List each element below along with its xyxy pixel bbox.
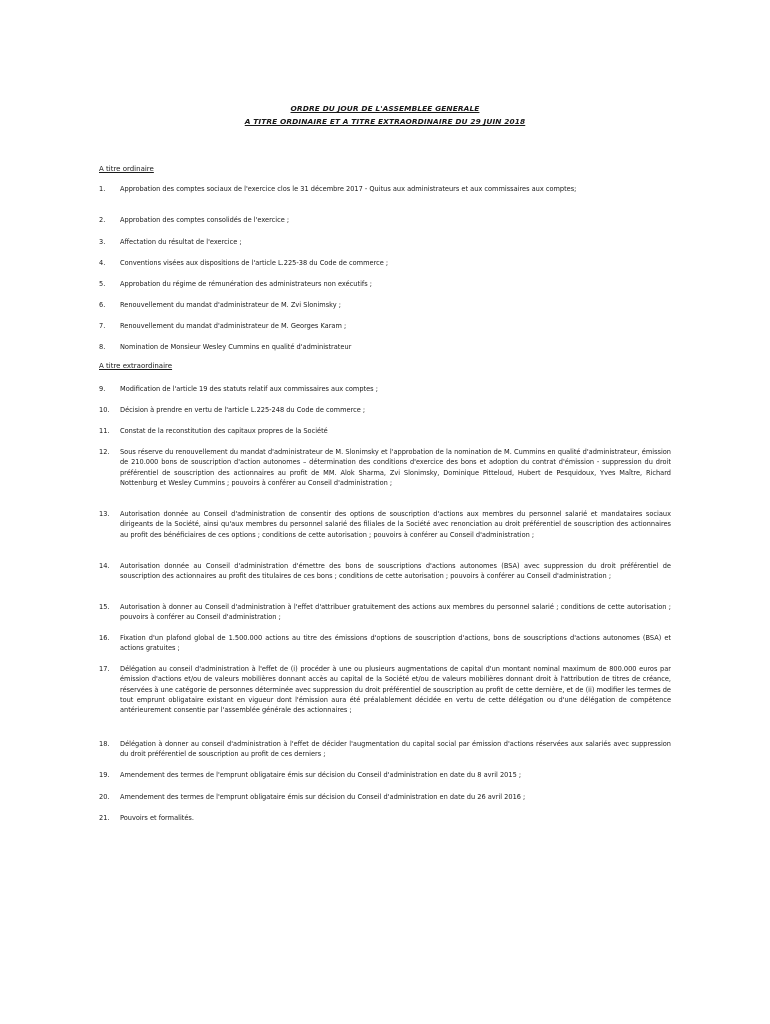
item-number: 3. (99, 238, 106, 246)
item-text: Approbation du régime de rémunération des administrateurs non exécutifs ; (120, 280, 372, 288)
item-text: Délégation au conseil d'administration à l'effet de (i) procéder à une ou plusieurs augmentations de capital d'un montant nominal maximum de 800.000 euros par émission d'actions et/ou de valeurs mobilières donnant accès au capital de la Société et/ou de valeurs mobilières donnant droit à l'attribution de titres de créance, réservées à une catégorie de personnes déterminée avec suppression du droit préférentiel de souscription au profit de cette dernière, et de (ii) modifier les termes de tout emprunt obligataire existant en vigueur dont l'émission aura été préalablement décidée en vertu de cette délégation ou d'une délégation de compétence antérieurement consentie par l'assemblée générale des actionnaires ; (120, 665, 671, 715)
item-text: Décision à prendre en vertu de l'article L.225-248 du Code de commerce ; (120, 406, 366, 414)
agenda-item-7 (99, 321, 671, 331)
item-number: 17. (99, 665, 110, 673)
item-text: Autorisation donnée au Conseil d'administration de consentir des options de souscription d'actions aux membres du personnel salarié et mandataires sociaux dirigeants de la Société, ainsi qu'aux membres du personnel salarié des filiales de la Société avec renonciation au droit préférentiel de souscription des actionnaires au profit des bénéficiaires de ces options ; conditions de cette autorisation ; pouvoirs à conférer au Conseil d'administration ; (120, 510, 671, 539)
item-number: 11. (99, 427, 110, 435)
item-number: 2. (99, 216, 106, 224)
section-heading-ordinary: A titre ordinaire (99, 165, 154, 173)
agenda-item-21 (99, 813, 671, 823)
item-number: 19. (99, 771, 110, 779)
item-number: 5. (99, 280, 106, 288)
section-heading-extraordinary: A titre extraordinaire (99, 362, 173, 370)
item-text: Constat de la reconstitution des capitaux propres de la Société (120, 427, 328, 435)
agenda-item-8 (99, 342, 671, 352)
agenda-item-18 (99, 739, 671, 760)
agenda-item-11 (99, 426, 671, 436)
item-text: Amendement des termes de l'emprunt obligataire émis sur décision du Conseil d'administration en date du 26 avril 2016 ; (120, 793, 526, 801)
item-text: Amendement des termes de l'emprunt obligataire émis sur décision du Conseil d'administration en date du 8 avril 2015 ; (120, 771, 522, 779)
item-text: Sous réserve du renouvellement du mandat d'administrateur de M. Slonimsky et l'approbation de la nomination de M. Cummins en qualité d'administrateur, émission de 210.000 bons de souscription d'action autonomes – détermination des conditions d'exercice des bons et adoption du contrat d'émission - suppression du droit préférentiel de souscription des actionnaires au profit de MM. Alok Sharma, Zvi Slonimsky, Dominique Pitteloud, Hubert de Pesquidoux, Yves Maître, Richard Nottenburg et Wesley Cummins ; pouvoirs à conférer au Conseil d'administration ; (120, 448, 671, 487)
agenda-item-6 (99, 300, 671, 310)
item-number: 9. (99, 385, 106, 393)
document-title-line-2: A TITRE ORDINAIRE ET A TITRE EXTRAORDINAIRE DU 29 JUIN 2018 (244, 117, 526, 126)
agenda-item-4 (99, 258, 671, 268)
item-number: 14. (99, 562, 110, 570)
item-text: Nomination de Monsieur Wesley Cummins en qualité d'administrateur (120, 343, 352, 351)
item-text: Renouvellement du mandat d'administrateur de M. Zvi Slonimsky ; (120, 301, 341, 309)
agenda-item-17 (99, 664, 671, 715)
agenda-item-12 (99, 447, 671, 488)
item-text: Modification de l'article 19 des statuts relatif aux commissaires aux comptes ; (120, 385, 378, 393)
item-number: 6. (99, 301, 106, 309)
item-text: Autorisation donnée au Conseil d'administration d'émettre des bons de souscriptions d'actions autonomes (BSA) avec suppression du droit préférentiel de souscription des actionnaires au profit des titulaires de ces bons ; conditions de cette autorisation ; pouvoirs à conférer au Conseil d'administration ; (120, 562, 671, 581)
agenda-item-13 (99, 509, 671, 540)
item-number: 10. (99, 406, 110, 414)
document-title-line-1: ORDRE DU JOUR DE L'ASSEMBLEE GENERALE (290, 104, 480, 113)
agenda-item-3 (99, 237, 671, 247)
item-number: 1. (99, 185, 106, 193)
item-number: 21. (99, 814, 110, 822)
agenda-item-9 (99, 384, 671, 394)
item-number: 13. (99, 510, 110, 518)
agenda-item-1 (99, 184, 671, 194)
item-text: Pouvoirs et formalités. (120, 814, 194, 822)
item-number: 20. (99, 793, 110, 801)
agenda-item-2 (99, 215, 671, 225)
agenda-item-10 (99, 405, 671, 415)
item-text: Approbation des comptes sociaux de l'exercice clos le 31 décembre 2017 - Quitus aux administrateurs et aux commissaires aux comptes; (120, 185, 577, 193)
item-number: 8. (99, 343, 106, 351)
item-text: Affectation du résultat de l'exercice ; (120, 238, 242, 246)
item-text: Conventions visées aux dispositions de l'article L.225-38 du Code de commerce ; (120, 259, 389, 267)
item-text: Fixation d'un plafond global de 1.500.000 actions au titre des émissions d'options de souscription d'actions, bons de souscriptions d'actions autonomes (BSA) et actions gratuites ; (120, 634, 671, 653)
agenda-item-19 (99, 770, 671, 780)
item-text: Autorisation à donner au Conseil d'administration à l'effet d'attribuer gratuitement des actions aux membres du personnel salarié ; conditions de cette autorisation ; pouvoirs à conférer au Conseil d'administration ; (120, 603, 671, 622)
item-number: 12. (99, 448, 110, 456)
item-text: Délégation à donner au conseil d'administration à l'effet de décider l'augmentation du capital social par émission d'actions réservées aux salariés avec suppression du droit préférentiel de souscription au profit de ces derniers ; (120, 740, 671, 759)
item-text: Approbation des comptes consolidés de l'exercice ; (120, 216, 290, 224)
agenda-item-14 (99, 561, 671, 582)
item-text: Renouvellement du mandat d'administrateur de M. Georges Karam ; (120, 322, 347, 330)
agenda-item-5 (99, 279, 671, 289)
agenda-item-20 (99, 792, 671, 802)
agenda-item-16 (99, 633, 671, 654)
item-number: 7. (99, 322, 106, 330)
item-number: 15. (99, 603, 110, 611)
item-number: 4. (99, 259, 106, 267)
agenda-item-15 (99, 602, 671, 623)
item-number: 18. (99, 740, 110, 748)
item-number: 16. (99, 634, 110, 642)
